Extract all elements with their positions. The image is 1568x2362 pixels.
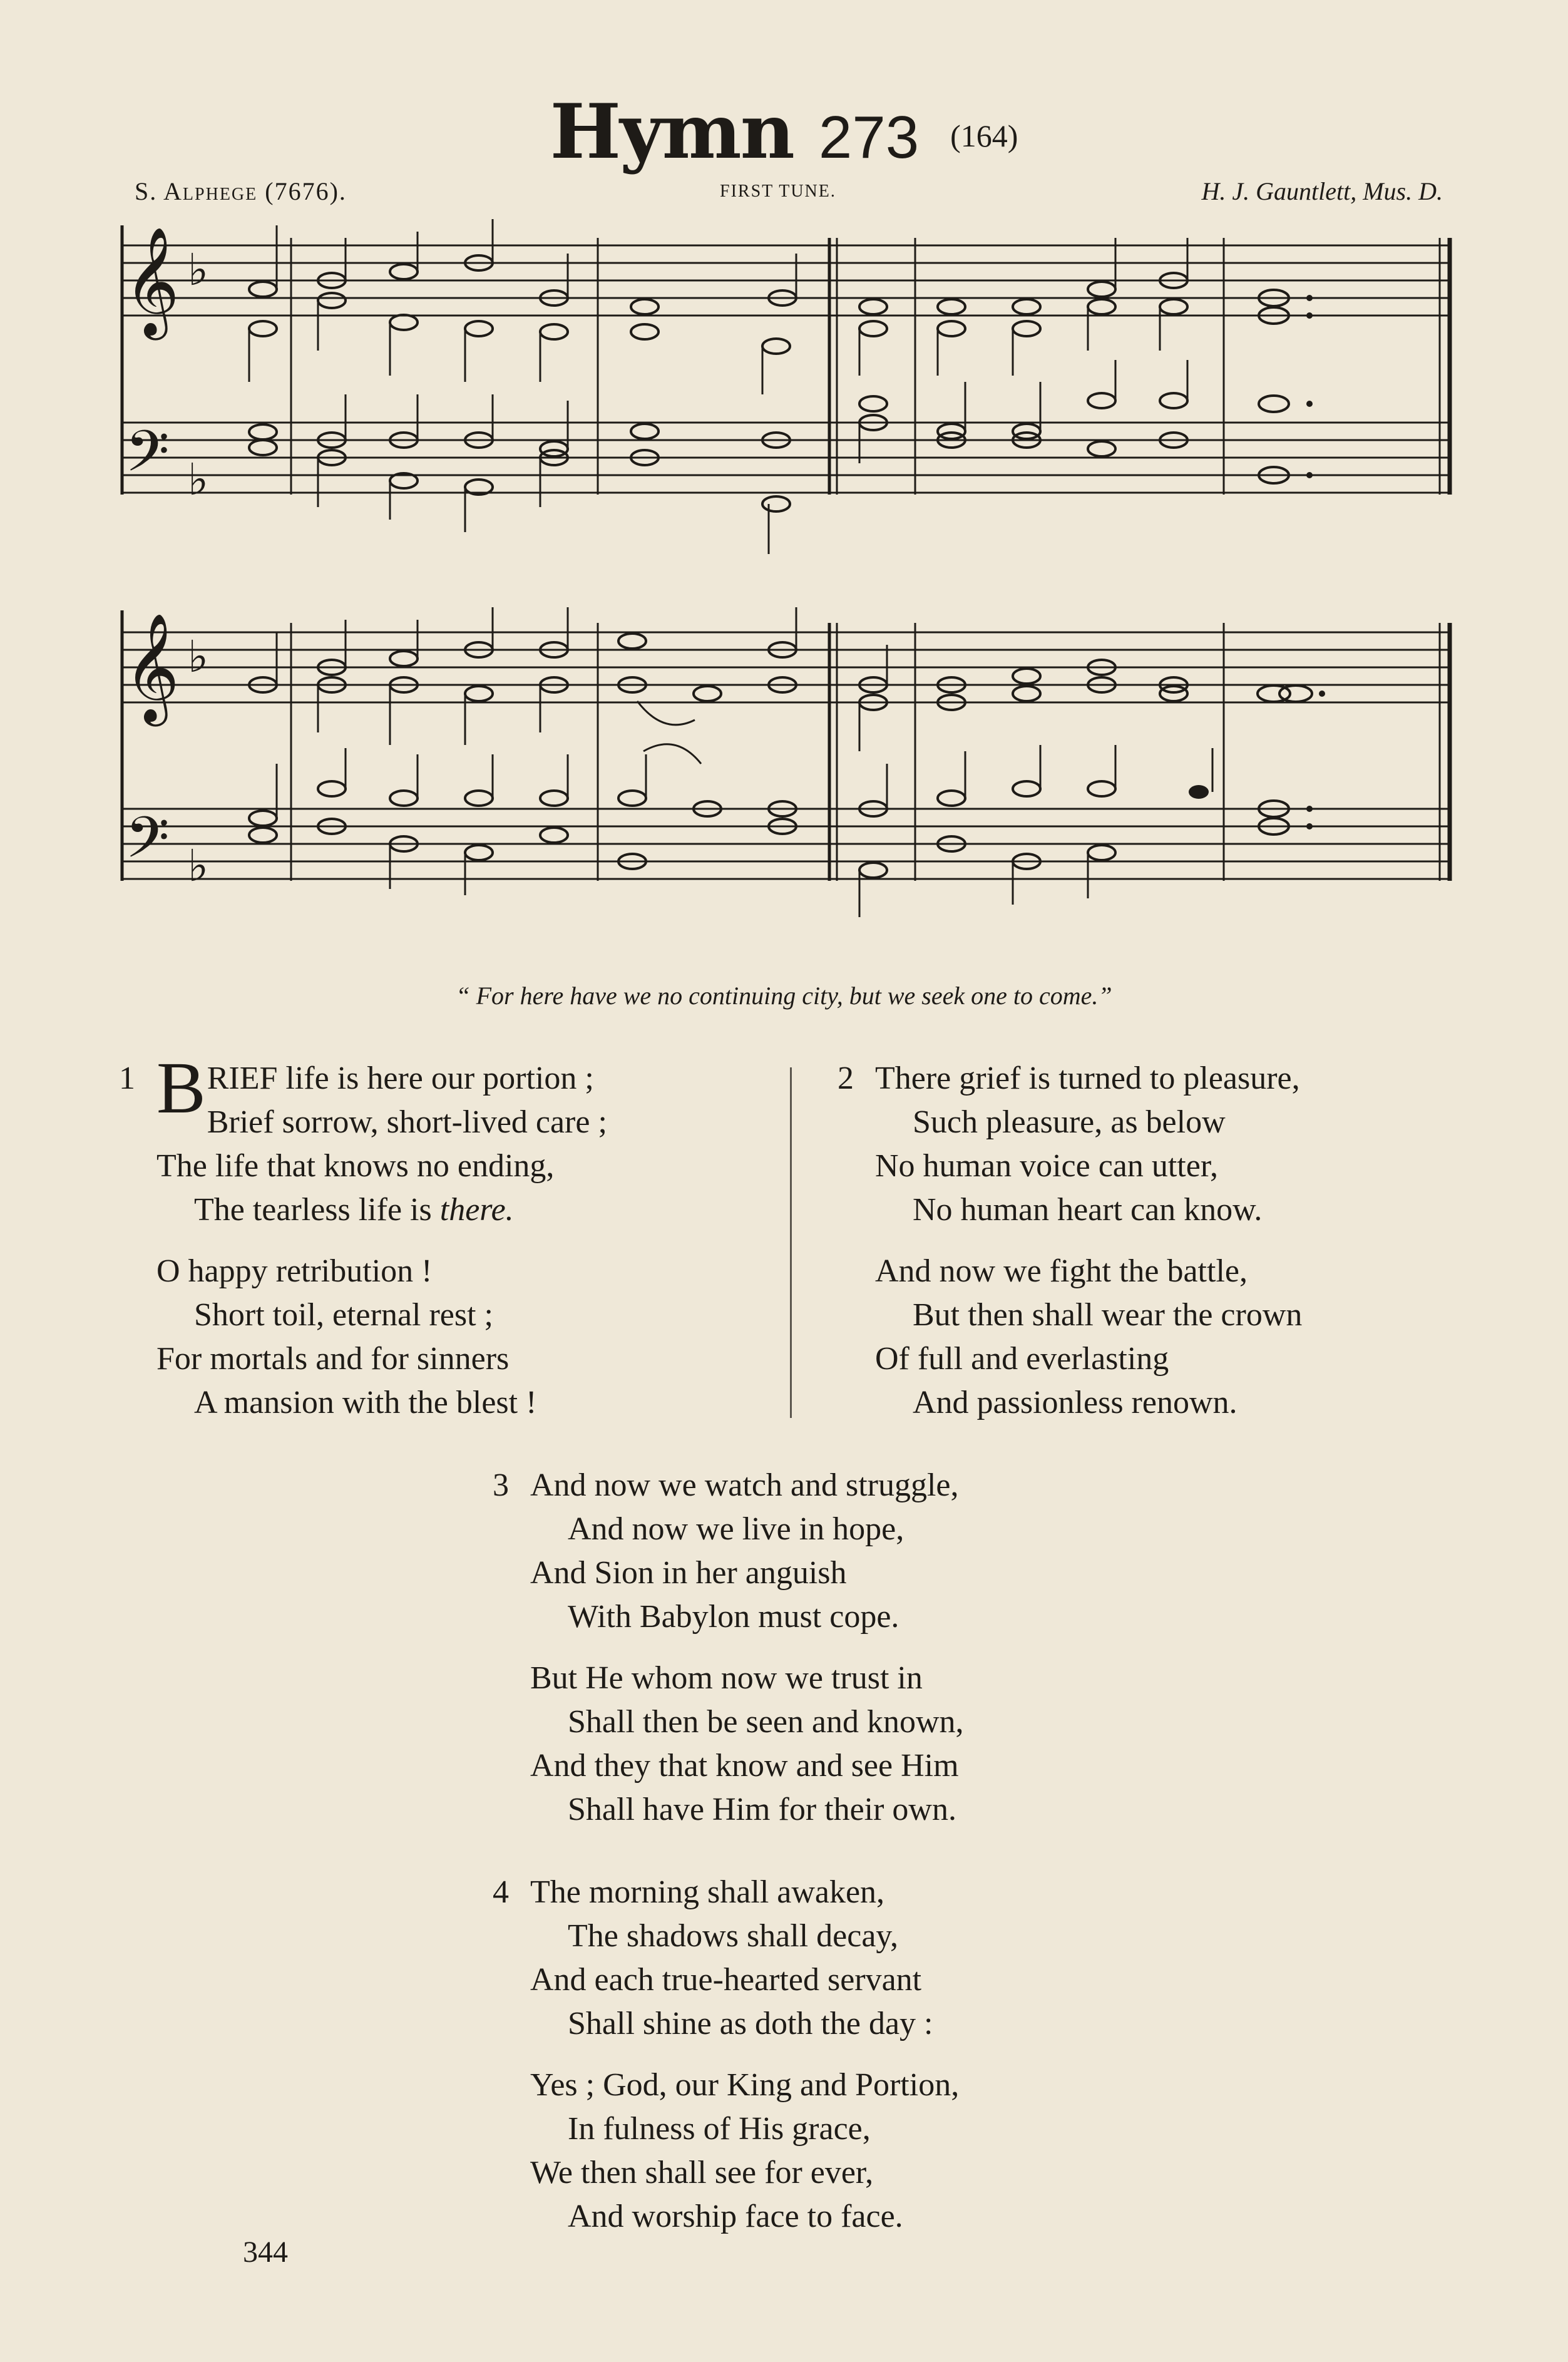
verse-line: And they that know and see Him — [530, 1748, 959, 1784]
system-1-notes — [249, 255, 1289, 511]
system-1-bass-staff — [122, 423, 1451, 493]
composer: H. J. Gauntlett, Mus. D. — [1201, 177, 1443, 205]
verse-line: And now we watch and struggle, — [530, 1467, 959, 1503]
drop-cap: B — [156, 1047, 206, 1129]
verse-line: A mansion with the blest ! — [194, 1385, 537, 1420]
treble-clef-icon: 𝄞 — [124, 613, 180, 722]
verse-line: And passionless renown. — [913, 1385, 1237, 1420]
verse-line: For mortals and for sinners — [156, 1341, 510, 1377]
verse-line: With Babylon must cope. — [568, 1599, 899, 1635]
verse-line: In fulness of His grace, — [568, 2111, 871, 2147]
verse-line: And now we live in hope, — [568, 1511, 904, 1547]
treble-clef-icon: 𝄞 — [124, 227, 180, 336]
verse-number: 3 — [493, 1467, 509, 1503]
tune-label: FIRST TUNE. — [720, 182, 836, 201]
flat-icon: ♭ — [188, 454, 209, 505]
verse-line: Such pleasure, as below — [913, 1104, 1226, 1140]
verse-number: 1 — [119, 1060, 135, 1096]
verse-line: The life that knows no ending, — [156, 1148, 555, 1184]
verse-line: Yes ; God, our King and Portion, — [530, 2067, 960, 2103]
verse-line: Short toil, eternal rest ; — [194, 1297, 494, 1333]
verse-2 — [838, 1057, 1302, 1425]
verse-line: Shall shine as doth the day : — [568, 2006, 933, 2041]
flat-icon: ♭ — [188, 840, 209, 891]
filled-note-head — [1189, 785, 1209, 799]
verse-line: But then shall wear the crown — [913, 1297, 1303, 1333]
verse-3 — [493, 1464, 964, 1832]
verse-4 — [493, 1871, 959, 2239]
alt-hymn-number: (164) — [950, 118, 1018, 153]
verse-line: And each true-hearted servant — [530, 1962, 922, 1998]
verse-line: The morning shall awaken, — [530, 1874, 885, 1910]
verse-line: We then shall see for ever, — [530, 2155, 874, 2190]
flat-icon: ♭ — [188, 631, 209, 682]
verse-line: Of full and everlasting — [875, 1341, 1169, 1377]
page-number: 344 — [243, 2236, 288, 2269]
note-stems — [249, 219, 1212, 917]
music-score — [0, 0, 1568, 939]
verse-number: 4 — [493, 1874, 509, 1910]
hymn-word: Hymn — [550, 88, 794, 176]
verse-number: 2 — [838, 1060, 854, 1096]
verse-line: No human heart can know. — [913, 1192, 1263, 1228]
bass-clef-icon: 𝄢 — [125, 418, 170, 498]
tune-name: S. Alphege (7676). — [135, 177, 347, 205]
verse-1 — [119, 1047, 607, 1425]
epigraph: “ For here have we no continuing city, but we seek one to come.” — [456, 982, 1112, 1010]
verse-line: No human voice can utter, — [875, 1148, 1219, 1184]
verse-line: And worship face to face. — [568, 2199, 903, 2234]
verse-line: Shall then be seen and known, — [568, 1704, 964, 1740]
verse-line: And Sion in her anguish — [530, 1555, 847, 1591]
verse-line-emphasis: there. — [439, 1192, 514, 1228]
bass-clef-icon: 𝄢 — [125, 804, 170, 885]
verse-line: RIEF life is here our portion ; — [207, 1060, 594, 1096]
hymn-number: 273 — [818, 104, 920, 171]
verse-line: The tearless life is — [194, 1192, 432, 1228]
verse-line: And now we fight the battle, — [875, 1253, 1248, 1289]
verse-line: Shall have Him for their own. — [568, 1792, 956, 1827]
column-divider — [790, 1067, 792, 1418]
flat-icon: ♭ — [188, 244, 209, 295]
slur — [637, 701, 695, 725]
verse-line: But He whom now we trust in — [530, 1660, 923, 1696]
system-2-notes — [249, 634, 1312, 878]
verse-line: O happy retribution ! — [156, 1253, 433, 1289]
verse-line: Brief sorrow, short-lived care ; — [207, 1104, 607, 1140]
verse-line: There grief is turned to pleasure, — [875, 1060, 1300, 1096]
slur — [643, 744, 701, 764]
verse-line: The shadows shall decay, — [568, 1918, 899, 1954]
